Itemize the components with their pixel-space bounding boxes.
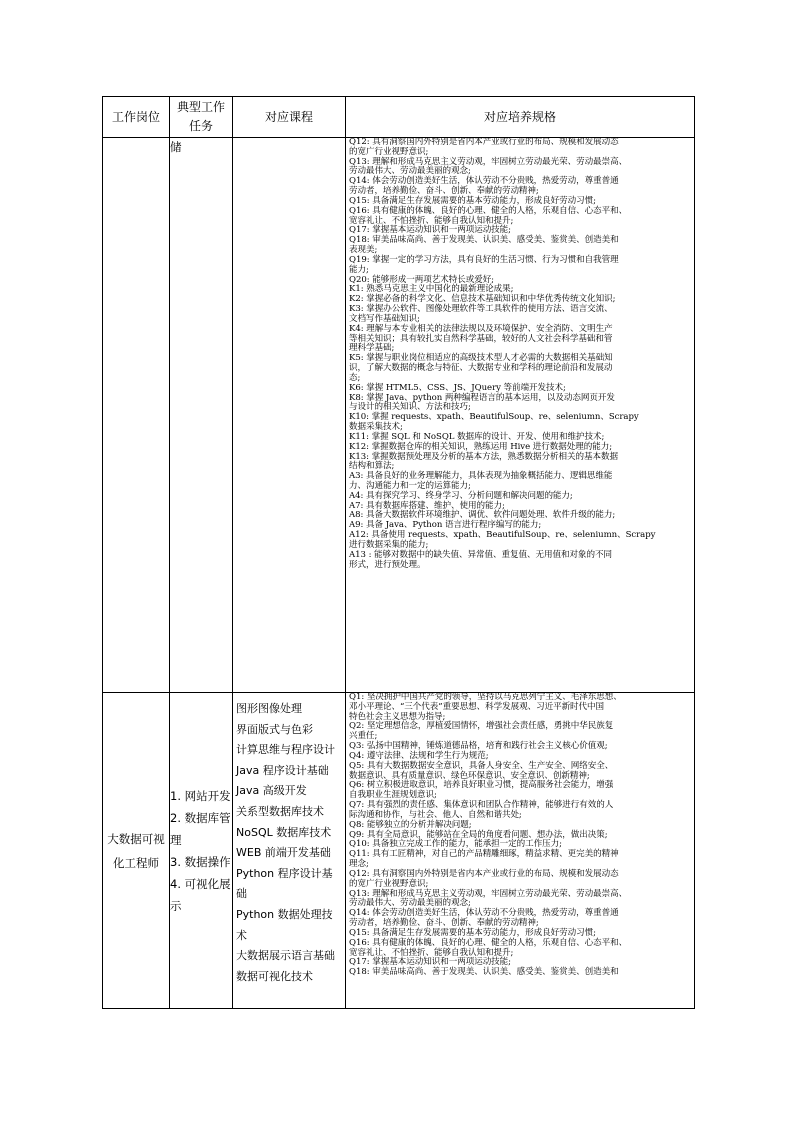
header-post: 工作岗位	[103, 97, 170, 138]
spec-line: Q1: 坚决拥护中国共产党的领导，坚持以马克思列宁主义、毛泽东思想、	[349, 693, 622, 702]
courses-cell	[233, 693, 346, 1009]
spec-line: Q7: 具有强烈的责任感、集体意识和团队合作精神，能够进行有效的人	[349, 800, 614, 811]
spec-line: 理科学基础;	[349, 343, 395, 354]
spec-line: A8: 具备大数据软件环境维护、调优、软件问题处理、软件升级的能力;	[349, 510, 616, 521]
spec-line: Q19: 掌握一定的学习方法，具有良好的生活习惯、行为习惯和自我管理	[349, 254, 619, 265]
spec-line: K13: 掌握数据预处理及分析的基本方法，熟悉数据分析相关的基本数据	[349, 451, 619, 462]
spec-line: Q13: 理解和形成马克思主义劳动观，牢固树立劳动最光荣、劳动最崇高、	[349, 156, 628, 167]
spec-line: 形式，进行预处理。	[349, 559, 426, 570]
course-item: NoSQL 数据库技术	[236, 825, 332, 839]
spec-line: Q8: 能够独立的分析并解决问题;	[349, 819, 472, 830]
spec-line: 劳动者，培养勤俭、奋斗、创新、奉献的劳动精神;	[349, 918, 539, 929]
spec-line: Q5: 具有大数据数据安全意识，具备人身安全、生产安全、网络安全、	[349, 760, 614, 771]
spec-line: 劳动者，培养勤俭、奋斗、创新、奉献的劳动精神;	[349, 186, 539, 197]
spec-line: 自我职业生涯规划意识;	[349, 790, 437, 801]
spec-line: Q4: 遵守法律、法规和学生行为规范;	[349, 750, 489, 761]
table-header-row	[103, 97, 695, 138]
spec-line: 的宽广行业视野意识;	[349, 878, 429, 889]
spec-line: 际沟通和协作，与社会、他人、自然和谐共处;	[349, 809, 522, 820]
spec-line: A3: 具备良好的业务理解能力，具体表现为抽象概括能力、逻辑思维能	[349, 471, 613, 482]
spec-line: Q16: 具有健康的体魄、良好的心理、健全的人格，乐观自信、心态平和、	[349, 205, 628, 216]
spec-line: K5: 掌握与职业岗位相适应的高级技术型人才必需的大数据相关基础知	[349, 353, 613, 364]
course-item: 关系型数据库技术	[236, 804, 324, 818]
spec-line: Q15: 具备满足生存发展需要的基本劳动能力，形成良好劳动习惯;	[349, 927, 596, 938]
spec-line: 与设计的相关知识、方法和技巧;	[349, 402, 471, 413]
spec-line: 文档写作基础知识;	[349, 313, 420, 324]
spec-line: 宽容礼让、不怕挫折、能够自我认知和提升;	[349, 215, 514, 226]
spec-line: Q9: 具有全局意识，能够站在全局的角度看问题、想办法，做出决策;	[349, 829, 608, 840]
task-item: 2. 数据库管理	[170, 810, 231, 847]
spec-line: A12: 具备使用 requests、xpath、BeautifulSoup、re、seleniumn、Scrapy	[349, 530, 656, 541]
spec-line: Q20: 能够形成一两项艺术特长或爱好;	[349, 274, 495, 285]
course-item: 计算思维与程序设计	[236, 743, 335, 757]
spec-line: 态;	[349, 372, 361, 383]
spec-line: K11: 掌握 SQL 和 NoSQL 数据库的设计、开发、使用和维护技术;	[349, 431, 605, 442]
spec-line: Q18: 审美品味高尚、善于发现美、认识美、感受美、鉴赏美、创造美和	[349, 967, 619, 978]
spec-line: K4: 理解与本专业相关的法律法规以及环境保护、安全消防、文明生产	[349, 323, 613, 334]
course-item: 大数据展示语言基础	[236, 949, 335, 963]
spec-line: Q15: 具备满足生存发展需要的基本劳动能力，形成良好劳动习惯;	[349, 195, 596, 206]
course-item: 图形图像处理	[236, 702, 302, 715]
course-item: Python 程序设计基础	[236, 866, 333, 901]
spec-line: 等相关知识；具有较扎实自然科学基础，较好的人文社会科学基础和管	[349, 333, 613, 344]
spec-line: 结构和算法;	[349, 461, 395, 472]
spec-line: Q11: 具有工匠精神，对自己的产品精雕细琢，精益求精、更完美的精神	[349, 849, 619, 860]
header-task: 典型工作 任务	[170, 97, 233, 138]
post-cell	[103, 138, 170, 693]
spec-line: Q14: 体会劳动创造美好生活，体认劳动不分贵贱，热爱劳动，尊重普通	[349, 176, 619, 187]
spec-text	[346, 138, 694, 570]
course-item: Java 程序设计基础	[236, 763, 329, 777]
course-item: 数据可视化技术	[236, 969, 313, 983]
spec-line: K1: 熟悉马克思主义中国化的最新理论成果;	[349, 284, 514, 295]
spec-line: 表现美;	[349, 245, 378, 256]
spec-cell	[346, 138, 695, 693]
spec-line: Q18: 审美品味高尚、善于发现美、认识美、感受美、鉴赏美、创造美和	[349, 235, 619, 246]
spec-line: Q12: 具有洞察国内外特别是省内本产业或行业的布局、规模和发展动态	[349, 138, 619, 147]
task-item: 4. 可视化展示	[170, 876, 231, 913]
training-spec-table	[102, 96, 695, 1009]
task-cell: 储	[170, 138, 233, 693]
spec-line: 识，了解大数据的概念与特征、大数据专业和学科的理论前沿和发展动	[349, 363, 613, 374]
spec-text	[346, 693, 694, 978]
task-item: 1. 网站开发	[170, 788, 231, 803]
header-courses: 对应课程	[233, 97, 346, 138]
spec-line: Q14: 体会劳动创造美好生活，体认劳动不分贵贱，热爱劳动，尊重普通	[349, 908, 619, 919]
course-item: Python 数据处理技术	[236, 907, 333, 942]
spec-line: 劳动最伟大、劳动最美丽的观念;	[349, 898, 471, 909]
spec-line: Q17: 掌握基本运动知识和一两项运动技能;	[349, 957, 512, 968]
spec-line: K2: 掌握必备的科学文化、信息技术基础知识和中华优秀传统文化知识;	[349, 294, 616, 305]
table-row	[103, 693, 695, 1009]
spec-line: K6: 掌握 HTML5、CSS、JS、JQuery 等前端开发技术;	[349, 382, 566, 393]
spec-line: Q10: 具备独立完成工作的能力，能承担一定的工作压力;	[349, 839, 562, 850]
spec-line: A9: 具备 Java、Python 语言进行程序编写的能力;	[349, 520, 542, 531]
spec-line: A4: 具有探究学习、终身学习、分析问题和解决问题的能力;	[349, 490, 573, 501]
spec-line: 能力;	[349, 264, 369, 275]
courses-cell	[233, 138, 346, 693]
course-item: 界面版式与色彩	[236, 722, 313, 736]
spec-line: Q12: 具有洞察国内外特别是省内本产业或行业的布局、规模和发展动态	[349, 868, 619, 879]
spec-line: 宽容礼让、不怕挫折、能够自我认知和提升;	[349, 947, 514, 958]
spec-line: 进行数据采集的能力;	[349, 539, 429, 550]
spec-line: 数据采集技术;	[349, 422, 403, 433]
spec-line: Q16: 具有健康的体魄、良好的心理、健全的人格，乐观自信、心态平和、	[349, 937, 628, 948]
spec-line: Q3: 弘扬中国精神，锤炼道德品格，培育和践行社会主义核心价值观;	[349, 741, 608, 752]
spec-line: 劳动最伟大、劳动最美丽的观念;	[349, 166, 471, 177]
task-cell	[170, 693, 233, 1009]
spec-cell	[346, 693, 695, 1009]
task-item: 3. 数据操作	[170, 854, 231, 869]
post-cell: 大数据可视化工程师	[103, 693, 170, 1009]
course-item: Java 高级开发	[236, 784, 307, 798]
spec-line: Q2: 坚定理想信念，厚植爱国情怀，增强社会责任感，勇挑中华民族复	[349, 721, 614, 732]
spec-line: K12: 掌握数据仓库的相关知识，熟练运用 Hive 进行数据处理的能力;	[349, 441, 613, 452]
spec-line: 邓小平理论、“三个代表”重要思想、科学发展观、习近平新时代中国	[349, 701, 605, 712]
spec-line: K10: 掌握 requests、xpath、BeautifulSoup、re、seleniumn、Scrapy	[349, 412, 639, 423]
spec-line: A7: 具有数据库搭建、维护、使用的能力;	[349, 500, 505, 511]
spec-line: 特色社会主义思想为指导;	[349, 711, 446, 722]
spec-line: K8: 掌握 Java、python 两种编程语言的基本运用，以及动态网页开发	[349, 392, 615, 403]
spec-line: 的宽广行业视野意识;	[349, 146, 429, 157]
spec-line: A13 : 能够对数据中的缺失值、异常值、重复值、无用值和对象的不同	[349, 549, 612, 560]
spec-line: K3: 掌握办公软件、图像处理软件等工具软件的使用方法、语言交流、	[349, 304, 613, 315]
table-row	[103, 138, 695, 693]
spec-line: Q17: 掌握基本运动知识和一两项运动技能;	[349, 225, 512, 236]
course-item: WEB 前端开发基础	[236, 846, 331, 860]
spec-line: 兴重任;	[349, 731, 378, 742]
spec-line: 力、沟通能力和一定的运算能力;	[349, 480, 471, 491]
spec-line: Q13: 理解和形成马克思主义劳动观，牢固树立劳动最光荣、劳动最崇高、	[349, 888, 628, 899]
spec-line: 理念;	[349, 859, 369, 870]
spec-line: Q6: 树立积极进取意识，培养良好职业习惯，提高服务社会能力，增强	[349, 780, 614, 791]
spec-line: 数据意识、具有质量意识、绿色环保意识、安全意识、创新精神;	[349, 770, 590, 781]
header-spec: 对应培养规格	[346, 97, 695, 138]
